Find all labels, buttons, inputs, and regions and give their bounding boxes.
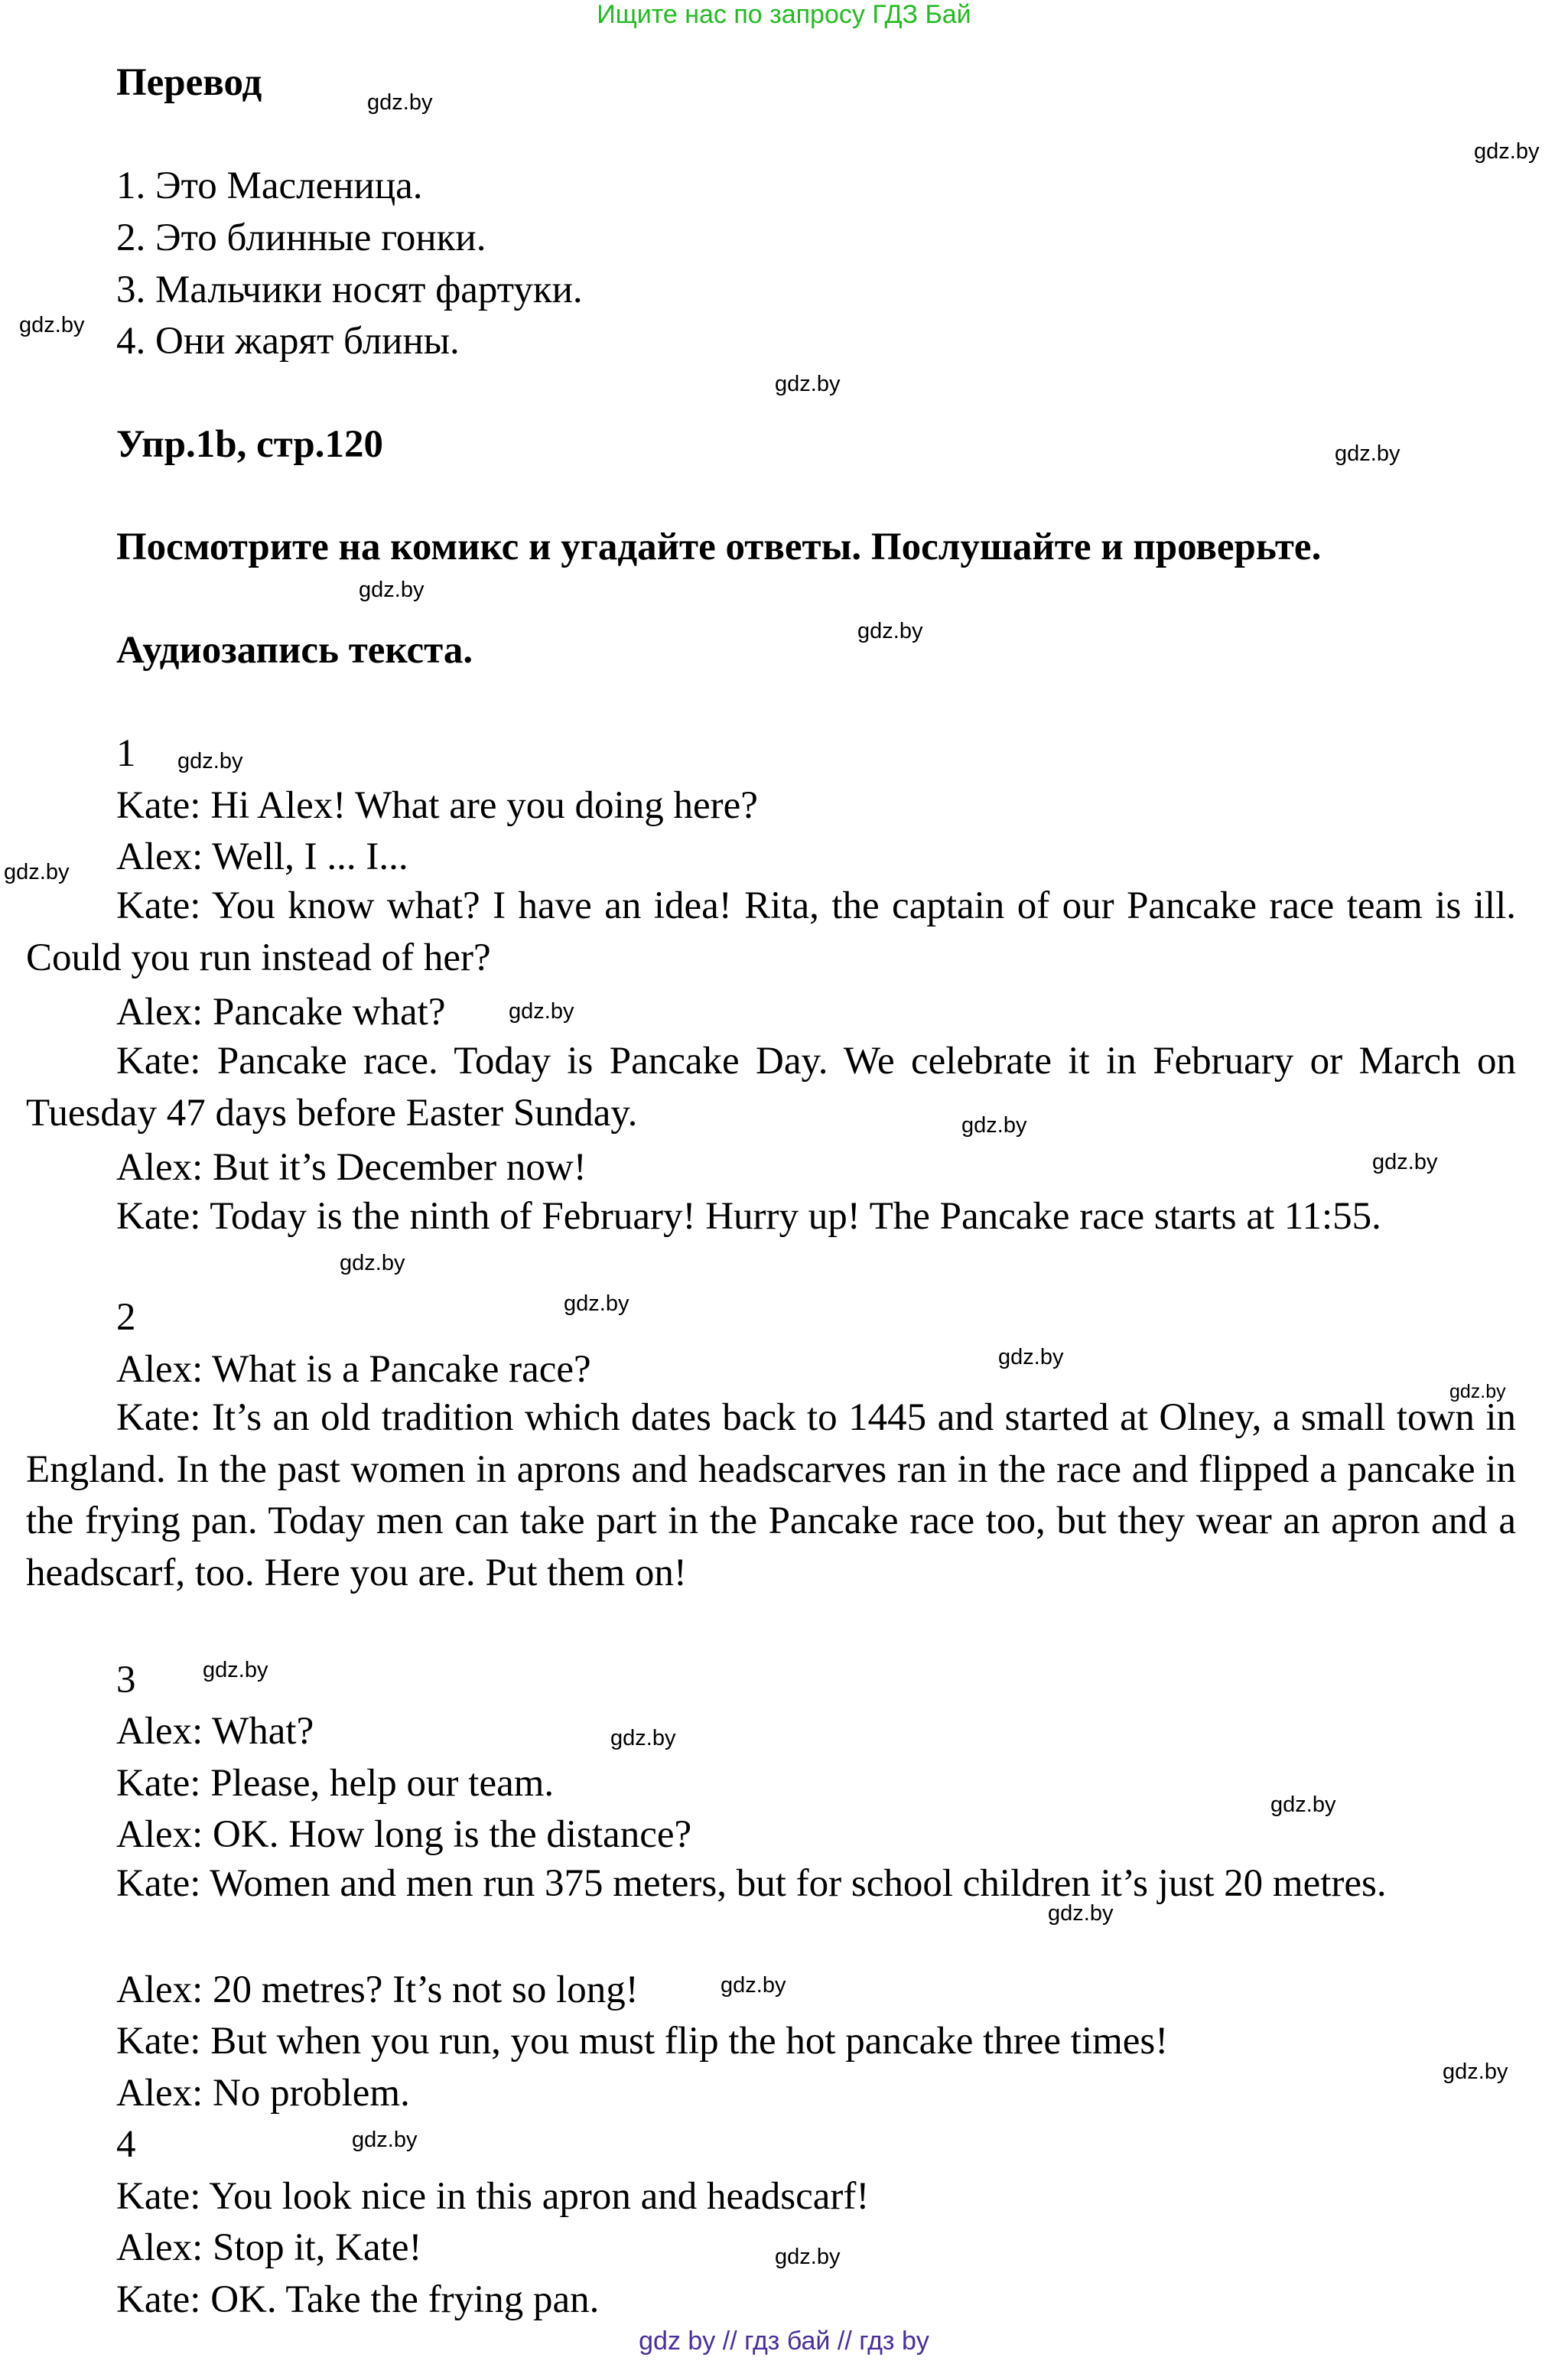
dialogue-line: Alex: What is a Pancake race?: [116, 1348, 591, 1391]
dialogue-line: Alex: 20 metres? It’s not so long!: [116, 1968, 639, 2011]
dialogue-line: Alex: But it’s December now!: [116, 1146, 587, 1189]
exercise-title: Упр.1b, стр.120: [116, 423, 384, 466]
top-banner[interactable]: Ищите нас по запросу ГДЗ Бай: [597, 0, 971, 29]
watermark: gdz.by: [340, 1251, 405, 1275]
dialogue-line: Kate: You look nice in this apron and headscarf!: [116, 2175, 870, 2218]
dialogue-line: Kate: But when you run, you must flip the hot pancake three times!: [116, 2020, 1169, 2063]
watermark: gdz.by: [4, 860, 70, 884]
part-number-3: 3: [116, 1659, 136, 1701]
watermark: gdz.by: [564, 1291, 629, 1316]
dialogue-line: Alex: Stop it, Kate!: [116, 2226, 422, 2269]
watermark: gdz.by: [177, 749, 243, 773]
watermark: gdz.by: [721, 1973, 786, 1998]
dialogue-line: Kate: OK. Take the frying pan.: [116, 2278, 600, 2321]
dialogue-paragraph: Kate: It’s an old tradition which dates back to 1445 and started at Olney, a small town in England. In the past women in aprons and headscarves ran in the race and flipped a pancake in the frying pan. Today men can take part in the Pancake race too, but they wear an apron and a headscarf, too. Here you are. Put them on!: [26, 1396, 1516, 1594]
exercise-task: Посмотрите на комикс и угадайте ответы. Послушайте и проверьте.: [116, 526, 1322, 568]
dialogue-paragraph: Kate: Today is the ninth of February! Hurry up! The Pancake race starts at 11:55.: [116, 1195, 1381, 1238]
dialogue-line: Alex: OK. How long is the distance?: [116, 1813, 692, 1856]
dialogue-line: Alex: Pancake what?: [116, 991, 446, 1034]
dialogue-paragraph: Kate: Women and men run 375 meters, but for school children it’s just 20 metres.: [116, 1862, 1387, 1905]
watermark: gdz.by: [359, 578, 425, 602]
part-number-1: 1: [116, 732, 136, 775]
watermark: gdz.by: [1270, 1793, 1336, 1817]
part-number-2: 2: [116, 1296, 136, 1339]
dialogue-line: Alex: What?: [116, 1710, 314, 1753]
translation-item-4: 4. Они жарят блины.: [116, 320, 460, 363]
dialogue-line: Alex: Well, I ... I...: [116, 835, 408, 878]
dialogue-line: Kate: Please, help our team.: [116, 1762, 555, 1805]
translation-title: Перевод: [116, 61, 262, 104]
watermark: gdz.by: [1443, 2060, 1508, 2084]
translation-item-3: 3. Мальчики носят фартуки.: [116, 269, 583, 311]
watermark: gdz.by: [1372, 1150, 1438, 1174]
dialogue-line: Alex: No problem.: [116, 2072, 410, 2115]
watermark: gdz.by: [203, 1658, 268, 1682]
watermark: gdz.by: [1048, 1901, 1114, 1926]
audio-title: Аудиозапись текста.: [116, 629, 473, 672]
watermark: gdz.by: [998, 1345, 1064, 1369]
watermark: gdz.by: [19, 313, 85, 337]
translation-item-1: 1. Это Масленица.: [116, 164, 423, 207]
watermark: gdz.by: [857, 619, 923, 643]
translation-item-2: 2. Это блинные гонки.: [116, 217, 486, 259]
watermark: gdz.by: [1474, 139, 1540, 164]
watermark: gdz.by: [1449, 1381, 1506, 1402]
dialogue-paragraph: Kate: You know what? I have an idea! Rita, the captain of our Pancake race team is ill. Could you run instead of her?: [26, 884, 1516, 979]
watermark: gdz.by: [961, 1113, 1027, 1138]
watermark: gdz.by: [352, 2128, 418, 2152]
watermark: gdz.by: [509, 999, 574, 1024]
watermark: gdz.by: [1335, 441, 1400, 466]
dialogue-paragraph: Kate: Pancake race. Today is Pancake Day. We celebrate it in February or March on Tuesday 47 days before Easter Sunday.: [26, 1040, 1516, 1135]
part-number-4: 4: [116, 2123, 136, 2166]
footer-links[interactable]: gdz by // гдз бай // гдз by: [639, 2327, 929, 2356]
watermark: gdz.by: [367, 90, 433, 115]
watermark: gdz.by: [610, 1726, 676, 1750]
watermark: gdz.by: [775, 2245, 841, 2269]
watermark: gdz.by: [775, 372, 841, 396]
dialogue-line: Kate: Hi Alex! What are you doing here?: [116, 784, 758, 827]
